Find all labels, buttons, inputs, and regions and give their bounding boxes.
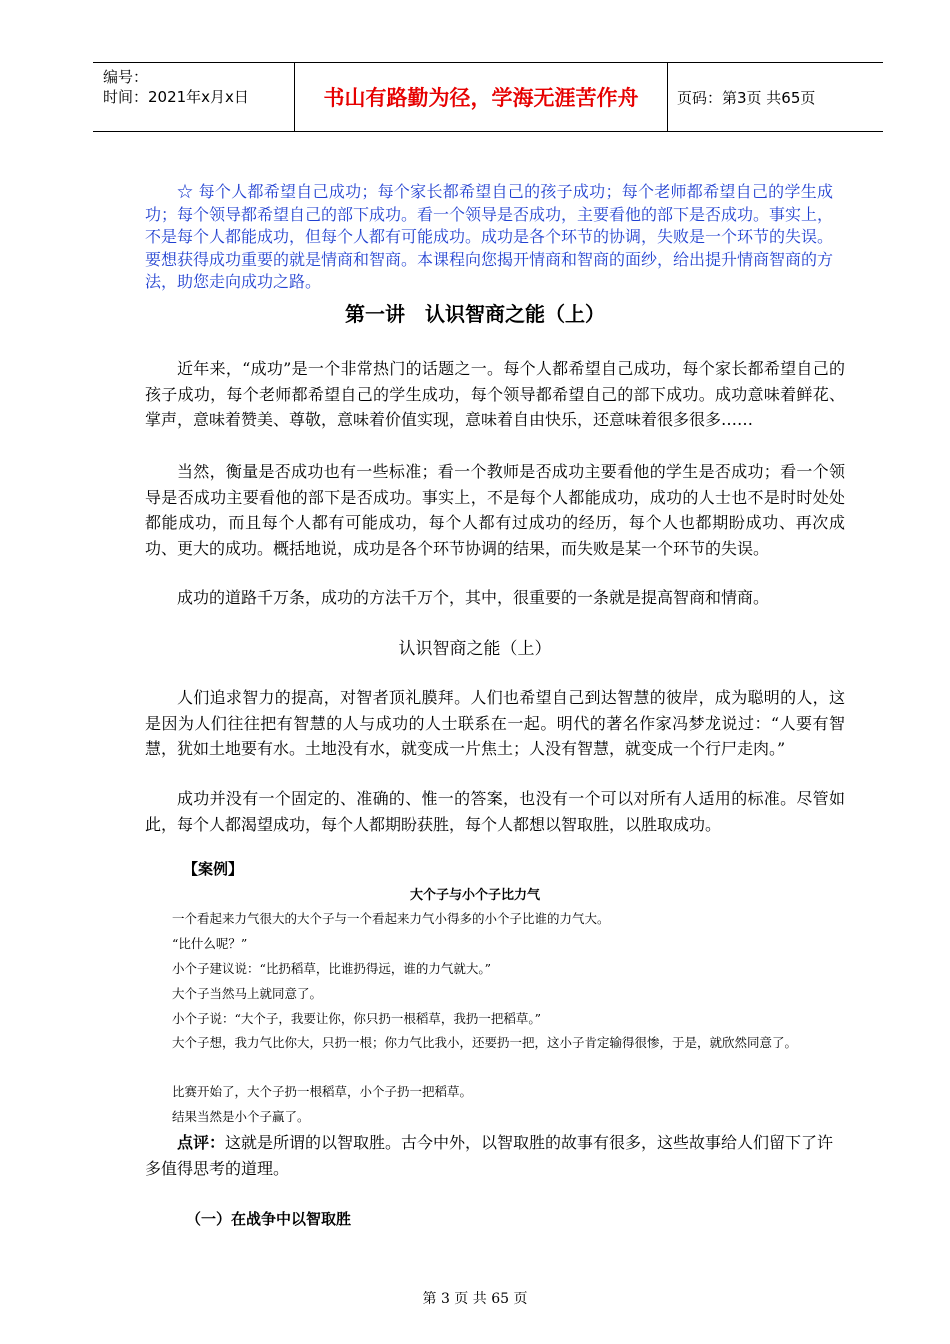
story-line: 结果当然是小个子赢了。	[172, 1109, 310, 1124]
header-meta	[103, 67, 293, 107]
body-paragraph: 当然，衡量是否成功也有一些标准；看一个教师是否成功主要看他的学生是否成功；看一个领导是否成功主要看他的部下是否成功。事实上，不是每个人都能成功，成功的人士也不是时时处处都能成功，而且每个人都有可能成功，每个人都有过成功的经历，每个人也都期盼成功、再次成功、更大的成功。概括地说，成功是各个环节协调的结果，而失败是某一个环节的失误。	[145, 462, 845, 558]
header-page-info: 页码：第3页 共65页	[677, 88, 816, 107]
subsection-title: （一）在战争中以智取胜	[186, 1210, 352, 1228]
intro-paragraph: ☆ 每个人都希望自己成功；每个家长都希望自己的孩子成功；每个老师都希望自己的学生成功；每个领导都希望自己的部下成功。看一个领导是否成功，主要看他的部下是否成功。事实上，不是每个人都能成功，但每个人都有可能成功。成功是各个环节的协调，失败是一个环节的失误。要想获得成功重要的就是情商和智商。本课程向您揭开情商和智商的面纱，给出提升情商智商的方法，助您走向成功之路。	[145, 182, 834, 291]
body-paragraph: 成功并没有一个固定的、准确的、惟一的答案，也没有一个可以对所有人适用的标准。尽管如此，每个人都渴望成功，每个人都期盼获胜，每个人都想以智取胜，以胜取成功。	[145, 789, 845, 834]
page-header	[93, 62, 883, 132]
body-paragraph: 人们追求智力的提高，对智者顶礼膜拜。人们也希望自己到达智慧的彼岸，成为聪明的人，这是因为人们往往把有智慧的人与成功的人士联系在一起。明代的著名作家冯梦龙说过：“人要有智慧，犹如土地要有水。土地没有水，就变成一片焦土；人没有智慧，就变成一个行尸走肉。”	[145, 688, 845, 758]
header-time-label: 时间：2021年x月x日	[103, 88, 249, 106]
story-line: 小个子说：“大个子，我要让你，你只扔一根稻草，我扔一把稻草。”	[172, 1011, 542, 1026]
story-line: 比赛开始了，大个子扔一根稻草，小个子扔一把稻草。	[172, 1084, 473, 1099]
case-label: 【案例】	[183, 860, 244, 878]
story-line: 大个子想，我力气比你大，只扔一根；你力气比我小，还要扔一把，这小子肯定输得很惨，于是，就欣然同意了。	[172, 1035, 798, 1050]
header-divider	[667, 63, 668, 131]
header-motto: 书山有路勤为径，学海无涯苦作舟	[323, 86, 639, 110]
comment-text: 这就是所谓的以智取胜。古今中外，以智取胜的故事有很多，这些故事给人们留下了许多值得思考的道理。	[145, 1133, 834, 1178]
body-paragraph: 近年来，“成功”是一个非常热门的话题之一。每个人都希望自己成功，每个家长都希望自己的孩子成功，每个老师都希望自己的学生成功，每个领导都希望自己的部下成功。成功意味着鲜花、掌声，意味着赞美、尊敬，意味着价值实现，意味着自由快乐，还意味着很多很多……	[145, 359, 845, 429]
story-line: 大个子当然马上就同意了。	[172, 986, 323, 1001]
section-title: 认识智商之能（上）	[398, 639, 552, 659]
lecture-title: 第一讲 认识智商之能（上）	[345, 302, 605, 326]
story-line: 一个看起来力气很大的大个子与一个看起来力气小得多的小个子比谁的力气大。	[172, 911, 610, 926]
header-number-label: 编号：	[103, 68, 149, 86]
story-line: “比什么呢？”	[172, 936, 248, 951]
body-paragraph: 成功的道路千万条，成功的方法千万个，其中，很重要的一条就是提高智商和情商。	[177, 588, 770, 607]
page-footer: 第 3 页 共 65 页	[422, 1291, 528, 1307]
comment-paragraph	[145, 1130, 845, 1181]
story-line: 小个子建议说：“比扔稻草，比谁扔得远，谁的力气就大。”	[172, 961, 492, 976]
comment-label: 点评：	[177, 1133, 226, 1152]
story-title: 大个子与小个子比力气	[409, 888, 540, 903]
